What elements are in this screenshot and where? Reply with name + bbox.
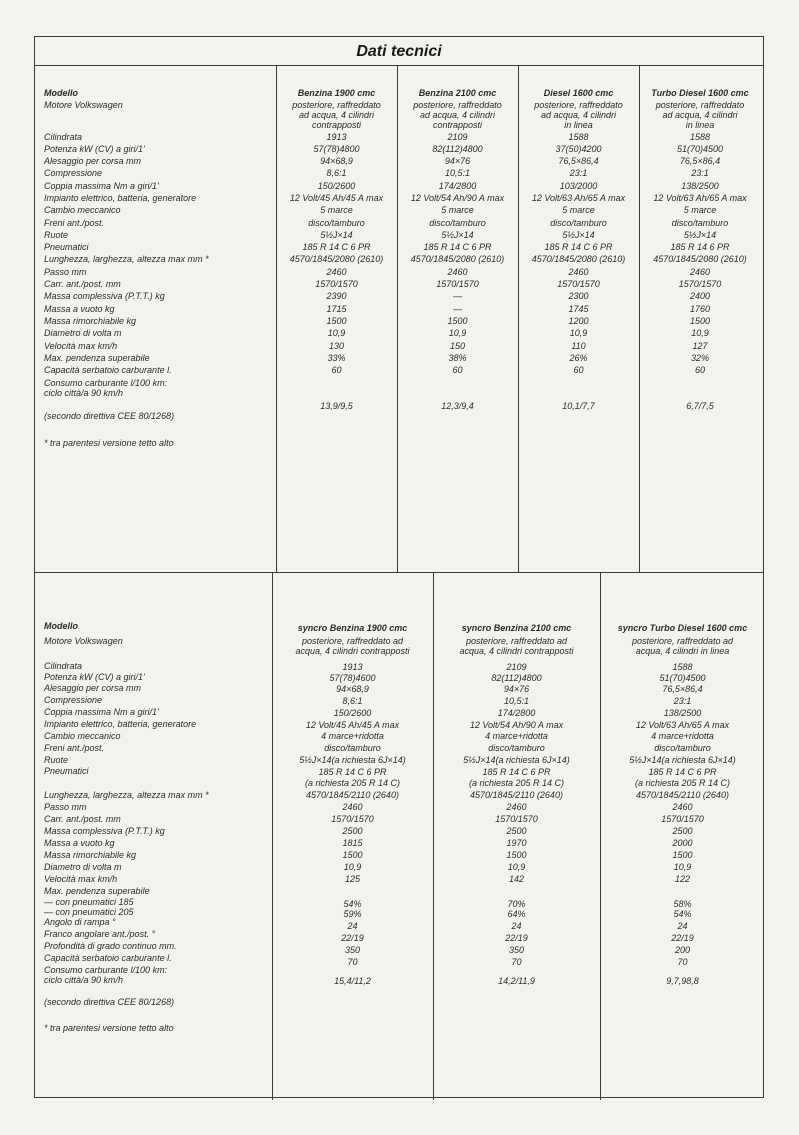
spec-value: 10,9 <box>507 862 526 872</box>
gradient-value: 54% <box>343 899 362 909</box>
engine-description: posteriore, raffreddato <box>292 100 381 110</box>
spec-value: 1500 <box>326 316 347 326</box>
spec-value: 10,9 <box>691 328 709 338</box>
model-header: Diesel 1600 cmc <box>543 88 614 98</box>
tyre-value: 185 R 14 C 6 PR <box>482 767 551 777</box>
row-label: Profondità di grado continuo mm. <box>44 941 177 951</box>
spec-value: 94×76 <box>444 156 471 166</box>
engine-description: contrapposti <box>432 120 483 130</box>
spec-value: 2500 <box>342 826 363 836</box>
engine-description: posteriore, raffreddato ad <box>301 636 404 646</box>
row-label: Capacità serbatoio carburante l. <box>44 365 172 375</box>
fuel-consumption-value: 9,7,98,8 <box>666 976 699 986</box>
spec-value: 12 Volt/45 Ah/45 A max <box>305 720 400 730</box>
spec-value: 1500 <box>342 850 363 860</box>
row-label: Diametro di volta m <box>44 862 122 872</box>
spec-value: 76,5×86,4 <box>662 684 703 694</box>
spec-value: 2109 <box>506 662 527 672</box>
row-label: Cambio meccanico <box>44 731 121 741</box>
spec-value: 2300 <box>568 291 589 301</box>
spec-value: 76,5×86,4 <box>679 156 721 166</box>
spec-value: 1588 <box>672 662 693 672</box>
spec-value: 1500 <box>447 316 468 326</box>
spec-value: 5 marce <box>562 205 595 215</box>
row-label: Consumo carburante l/100 km: <box>44 965 168 975</box>
spec-value: 2460 <box>447 267 468 277</box>
spec-value: 4 marce+ridotta <box>651 731 714 741</box>
spec-value: 4 marce+ridotta <box>485 731 548 741</box>
row-label: ciclo città/a 90 km/h <box>44 975 124 985</box>
engine-description: ad acqua, 4 cilindri <box>540 110 617 120</box>
spec-value: 1500 <box>506 850 527 860</box>
row-label-header: Modello <box>44 88 78 98</box>
spec-value: 125 <box>344 874 361 884</box>
spec-value: 174/2800 <box>497 708 536 718</box>
spec-value: disco/tamburo <box>324 743 381 753</box>
spec-value: 10,9 <box>448 328 467 338</box>
spec-value: 32% <box>690 353 709 363</box>
fuel-consumption-value: 6,7/7,5 <box>686 401 714 411</box>
fuel-consumption-value: 14,2/11,9 <box>498 976 535 986</box>
row-label: Lunghezza, larghezza, altezza max mm * <box>44 790 209 800</box>
spec-value: 22/19 <box>505 933 528 943</box>
spec-value: 26% <box>569 353 588 363</box>
spec-value: 12 Volt/63 Ah/65 A max <box>531 193 626 203</box>
engine-description: ad acqua, 4 cilindri <box>419 110 496 120</box>
spec-value: 10,5:1 <box>444 168 471 178</box>
tyre-value: (a richiesta 205 R 14 C) <box>468 778 565 788</box>
spec-value: 1815 <box>342 838 363 848</box>
spec-value: 2460 <box>506 802 527 812</box>
spec-value: 185 R 14 C 6 PR <box>544 242 613 252</box>
row-label: Pneumatici <box>44 242 89 252</box>
engine-description: ad acqua, 4 cilindri <box>662 110 738 120</box>
gradient-value: 59% <box>343 909 362 919</box>
engine-description: posteriore, raffreddato <box>413 100 502 110</box>
spec-value: 142 <box>508 874 525 884</box>
spec-value: 5½J×14 <box>683 230 717 240</box>
fuel-consumption-value: 15,4/11,2 <box>334 976 371 986</box>
spec-value: 1570/1570 <box>436 279 479 289</box>
row-label: Freni ant./post. <box>44 218 105 228</box>
spec-value: 70 <box>347 957 358 967</box>
spec-value: 2460 <box>672 802 693 812</box>
row-label: Max. pendenza superabile <box>44 886 150 896</box>
spec-value: 4 marce+ridotta <box>321 731 384 741</box>
spec-value: 2390 <box>326 291 347 301</box>
gradient-value: 70% <box>507 899 526 909</box>
spec-value: 82(112)4800 <box>491 673 542 683</box>
row-label: Coppia massima Nm a giri/1' <box>44 181 159 191</box>
row-label: Cambio meccanico <box>44 205 121 215</box>
spec-value: 5½J×14(a richiesta 6J×14) <box>463 755 570 765</box>
engine-description: posteriore, raffreddato ad <box>631 636 734 646</box>
row-label: Motore Volkswagen <box>44 100 123 110</box>
row-label: Carr. ant./post. mm <box>44 814 121 824</box>
row-label: Lunghezza, larghezza, altezza max mm * <box>44 254 209 264</box>
spec-value: 12 Volt/45 Ah/45 A max <box>289 193 384 203</box>
spec-value: 122 <box>674 874 691 884</box>
spec-value: 150/2600 <box>317 181 356 191</box>
spec-value: 130 <box>328 341 345 351</box>
spec-value: 1913 <box>326 132 347 142</box>
row-label: Carr. ant./post. mm <box>44 279 121 289</box>
spec-value: 10,9 <box>343 862 362 872</box>
spec-value: 5½J×14 <box>562 230 595 240</box>
spec-value: 8,6:1 <box>326 168 347 178</box>
spec-value: 60 <box>452 365 463 375</box>
spec-value: 185 R 14 C 6 PR <box>423 242 492 252</box>
spec-value: 2460 <box>689 267 711 277</box>
spec-value: disco/tamburo <box>671 218 729 228</box>
table-standard-models <box>35 65 763 572</box>
spec-value: 1200 <box>568 316 589 326</box>
spec-value: 12 Volt/63 Ah/65 A max <box>653 193 747 203</box>
row-label: — con pneumatici 205 <box>44 907 134 917</box>
gradient-value: 58% <box>673 899 692 909</box>
spec-value: 4570/1845/2110 (2640) <box>306 790 399 800</box>
tyre-value: (a richiesta 205 R 14 C) <box>304 778 401 788</box>
spec-value: 5 marce <box>320 205 353 215</box>
spec-value: 10,9 <box>673 862 692 872</box>
spec-value: 1570/1570 <box>678 279 722 289</box>
spec-value: 4570/1845/2080 (2610) <box>410 254 505 264</box>
row-label: Compressione <box>44 695 103 705</box>
spec-value: 350 <box>344 945 361 955</box>
spec-value: 1570/1570 <box>331 814 374 824</box>
spec-value: — <box>453 304 462 314</box>
spec-value: 33% <box>327 353 346 363</box>
spec-value: disco/tamburo <box>550 218 607 228</box>
spec-value: 2500 <box>506 826 527 836</box>
row-label: Max. pendenza superabile <box>44 353 150 363</box>
spec-value: 94×76 <box>503 684 530 694</box>
row-label: Massa complessiva (P.T.T.) kg <box>44 291 165 301</box>
spec-value: 5 marce <box>683 205 717 215</box>
gradient-value: 64% <box>507 909 526 919</box>
row-label: Passo mm <box>44 802 87 812</box>
engine-description: posteriore, raffreddato ad <box>465 636 568 646</box>
spec-value: 51(70)4500 <box>676 144 724 154</box>
page-title: Dati tecnici <box>35 37 763 66</box>
spec-value: 174/2800 <box>438 181 477 191</box>
row-label: Capacità serbatoio carburante l. <box>44 953 172 963</box>
row-label: Pneumatici <box>44 766 89 776</box>
tyre-value: (a richiesta 205 R 14 C) <box>634 778 731 788</box>
spec-value: disco/tamburo <box>654 743 711 753</box>
spec-value: 185 R 14 C 6 PR <box>302 242 371 252</box>
spec-value: 1570/1570 <box>661 814 704 824</box>
spec-value: 2109 <box>447 132 468 142</box>
spec-value: 150 <box>449 341 466 351</box>
spec-value: 5½J×14(a richiesta 6J×14) <box>299 755 406 765</box>
row-label: Velocità max km/h <box>44 341 118 351</box>
spec-value: 5 marce <box>441 205 474 215</box>
spec-value: 24 <box>677 921 688 931</box>
spec-value: 1745 <box>568 304 589 314</box>
row-label: Franco angolare ant./post. ° <box>44 929 156 939</box>
engine-description: acqua, 4 cilindri in linea <box>635 646 730 656</box>
spec-value: — <box>453 291 462 301</box>
model-header: syncro Benzina 2100 cmc <box>461 623 572 633</box>
row-label: Massa a vuoto kg <box>44 838 115 848</box>
spec-value: 2460 <box>342 802 363 812</box>
spec-value: disco/tamburo <box>308 218 365 228</box>
row-label: Diametro di volta m <box>44 328 122 338</box>
fuel-consumption-value: 12,3/9,4 <box>441 401 474 411</box>
spec-value: 1913 <box>342 662 363 672</box>
spec-value: 103/2000 <box>559 181 598 191</box>
spec-value: 1570/1570 <box>557 279 600 289</box>
spec-value: 38% <box>448 353 467 363</box>
fuel-consumption-value: 13,9/9,5 <box>320 401 353 411</box>
spec-value: 138/2500 <box>681 181 719 191</box>
spec-value: 23:1 <box>673 696 692 706</box>
row-label: Passo mm <box>44 267 87 277</box>
row-label: Potenza kW (CV) a giri/1' <box>44 672 145 682</box>
model-header: Turbo Diesel 1600 cmc <box>651 88 749 98</box>
spec-value: 5½J×14 <box>441 230 474 240</box>
row-label: Alesaggio per corsa mm <box>44 156 142 166</box>
row-label: Potenza kW (CV) a giri/1' <box>44 144 145 154</box>
row-label: Coppia massima Nm a giri/1' <box>44 707 159 717</box>
model-header: syncro Benzina 1900 cmc <box>297 623 408 633</box>
row-label: Compressione <box>44 168 103 178</box>
spec-value: 12 Volt/54 Ah/90 A max <box>410 193 505 203</box>
spec-value: 8,6:1 <box>342 696 363 706</box>
spec-value: 70 <box>511 957 522 967</box>
fuel-consumption-value: 10,1/7,7 <box>562 401 595 411</box>
spec-value: 1570/1570 <box>315 279 358 289</box>
row-label: Massa a vuoto kg <box>44 304 115 314</box>
spec-value: 10,9 <box>569 328 588 338</box>
spec-value: 1970 <box>506 838 527 848</box>
spec-value: 22/19 <box>671 933 694 943</box>
spec-value: 4570/1845/2080 (2610) <box>653 254 747 264</box>
row-label: Impianto elettrico, batteria, generatore <box>44 719 197 729</box>
row-label: Massa rimorchiabile kg <box>44 850 137 860</box>
model-header: syncro Turbo Diesel 1600 cmc <box>617 623 748 633</box>
spec-value: 23:1 <box>569 168 588 178</box>
row-label: Freni ant./post. <box>44 743 105 753</box>
spec-value: 4570/1845/2110 (2640) <box>470 790 563 800</box>
spec-value: 2500 <box>672 826 693 836</box>
spec-value: 4570/1845/2110 (2640) <box>636 790 729 800</box>
row-label: Angolo di rampa ° <box>44 917 116 927</box>
spec-value: 23:1 <box>691 168 709 178</box>
row-label: * tra parentesi versione tetto alto <box>44 438 174 448</box>
engine-description: ad acqua, 4 cilindri <box>298 110 375 120</box>
spec-value: 110 <box>571 341 586 351</box>
spec-value: 57(78)4800 <box>313 144 360 154</box>
spec-value: 4570/1845/2080 (2610) <box>289 254 384 264</box>
row-label: (secondo direttiva CEE 80/1268) <box>44 997 175 1007</box>
spec-value: 1570/1570 <box>495 814 538 824</box>
row-label: Massa rimorchiabile kg <box>44 316 137 326</box>
row-label: Alesaggio per corsa mm <box>44 683 142 693</box>
spec-value: 94×68,9 <box>320 156 353 166</box>
row-label: * tra parentesi versione tetto alto <box>44 1023 174 1033</box>
spec-value: 10,9 <box>327 328 346 338</box>
spec-value: 200 <box>674 945 691 955</box>
spec-value: 57(78)4600 <box>329 673 376 683</box>
spec-value: 138/2500 <box>663 708 702 718</box>
spec-value: 1500 <box>672 850 693 860</box>
row-label: (secondo direttiva CEE 80/1268) <box>44 411 175 421</box>
tyre-value: 185 R 14 C 6 PR <box>648 767 717 777</box>
spec-value: 2000 <box>672 838 693 848</box>
spec-value: 5½J×14 <box>320 230 353 240</box>
engine-description: posteriore, raffreddato <box>655 100 745 110</box>
row-label: Cilindrata <box>44 132 83 142</box>
spec-value: 24 <box>347 921 358 931</box>
row-label: — con pneumatici 185 <box>44 897 134 907</box>
row-label: Impianto elettrico, batteria, generatore <box>44 193 197 203</box>
spec-value: 12 Volt/54 Ah/90 A max <box>469 720 564 730</box>
spec-value: 60 <box>694 365 705 375</box>
row-label: Cilindrata <box>44 661 83 671</box>
spec-value: 22/19 <box>341 933 364 943</box>
spec-value: 4570/1845/2080 (2610) <box>531 254 626 264</box>
spec-value: 1760 <box>689 304 711 314</box>
engine-description: in linea <box>685 120 715 130</box>
engine-description: contrapposti <box>311 120 362 130</box>
row-label: ciclo città/a 90 km/h <box>44 388 124 398</box>
model-header: Benzina 1900 cmc <box>297 88 376 98</box>
spec-value: 2460 <box>568 267 589 277</box>
spec-value: disco/tamburo <box>488 743 545 753</box>
spec-value: 127 <box>692 341 708 351</box>
spec-value: 12 Volt/63 Ah/65 A max <box>635 720 730 730</box>
table-syncro-models <box>35 572 763 1100</box>
row-label: Motore Volkswagen <box>44 636 123 646</box>
engine-description: posteriore, raffreddato <box>534 100 623 110</box>
spec-value: 1588 <box>689 132 711 142</box>
spec-value: 37(50)4200 <box>555 144 602 154</box>
spec-value: 60 <box>331 365 342 375</box>
spec-value: 350 <box>508 945 525 955</box>
gradient-value: 54% <box>673 909 692 919</box>
spec-value: 82(112)4800 <box>432 144 483 154</box>
spec-value: 2460 <box>326 267 347 277</box>
spec-value: 51(70)4500 <box>659 673 706 683</box>
row-label-header: Modello <box>44 621 78 631</box>
spec-value: 94×68,9 <box>336 684 369 694</box>
spec-value: 185 R 14 6 PR <box>670 242 730 252</box>
spec-value: disco/tamburo <box>429 218 486 228</box>
model-header: Benzina 2100 cmc <box>418 88 497 98</box>
spec-sheet-frame <box>34 36 764 1098</box>
spec-value: 60 <box>573 365 584 375</box>
spec-value: 10,5:1 <box>503 696 530 706</box>
spec-value: 5½J×14(a richiesta 6J×14) <box>629 755 736 765</box>
spec-value: 1588 <box>568 132 589 142</box>
spec-value: 76,5×86,4 <box>558 156 599 166</box>
spec-value: 1500 <box>689 316 711 326</box>
row-label: Ruote <box>44 755 69 765</box>
row-label: Ruote <box>44 230 69 240</box>
row-label: Massa complessiva (P.T.T.) kg <box>44 826 165 836</box>
spec-value: 1715 <box>326 304 347 314</box>
spec-value: 70 <box>677 957 688 967</box>
engine-description: acqua, 4 cilindri contrapposti <box>295 646 410 656</box>
spec-value: 150/2600 <box>333 708 372 718</box>
engine-description: in linea <box>564 120 593 130</box>
spec-value: 2400 <box>689 291 711 301</box>
engine-description: acqua, 4 cilindri contrapposti <box>459 646 574 656</box>
spec-value: 24 <box>511 921 522 931</box>
row-label: Consumo carburante l/100 km: <box>44 378 168 388</box>
tyre-value: 185 R 14 C 6 PR <box>318 767 387 777</box>
row-label: Velocità max km/h <box>44 874 118 884</box>
